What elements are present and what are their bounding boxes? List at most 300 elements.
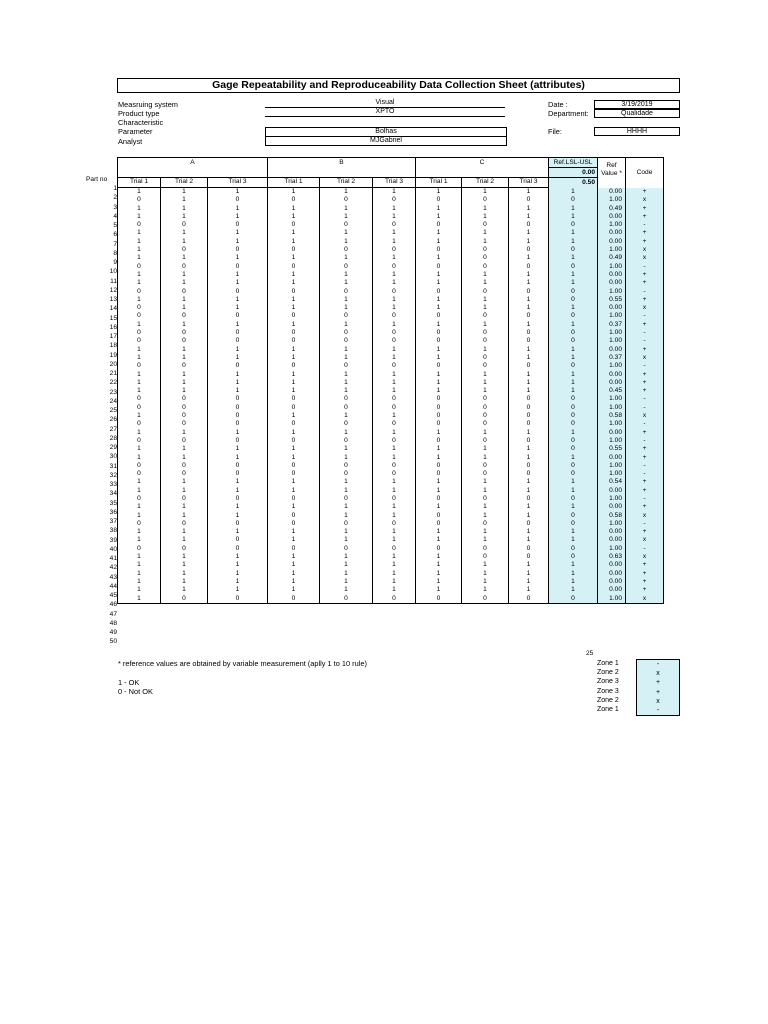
trial-result-cell[interactable]: 0: [118, 420, 161, 428]
ref-value-cell[interactable]: 1.00: [598, 462, 626, 470]
trial-result-cell[interactable]: 1: [320, 478, 373, 486]
ref-attribute-cell[interactable]: 1: [549, 229, 598, 237]
trial-result-cell[interactable]: 1: [373, 561, 416, 569]
trial-result-cell[interactable]: 1: [462, 238, 509, 246]
trial-result-cell[interactable]: 0: [320, 470, 373, 478]
date-value[interactable]: 3/19/2019: [594, 100, 680, 109]
trial-result-cell[interactable]: 1: [161, 296, 208, 304]
trial-result-cell[interactable]: 0: [208, 412, 268, 420]
trial-result-cell[interactable]: 1: [509, 229, 549, 237]
trial-result-cell[interactable]: 1: [118, 536, 161, 544]
trial-result-cell[interactable]: 1: [161, 254, 208, 262]
trial-result-cell[interactable]: 1: [161, 553, 208, 561]
trial-result-cell[interactable]: 1: [320, 512, 373, 520]
trial-result-cell[interactable]: 1: [268, 354, 320, 362]
code-cell[interactable]: x: [626, 412, 664, 420]
trial-result-cell[interactable]: 1: [161, 238, 208, 246]
trial-result-cell[interactable]: 1: [268, 478, 320, 486]
trial-result-cell[interactable]: 1: [373, 205, 416, 213]
trial-result-cell[interactable]: 1: [208, 478, 268, 486]
ref-value-cell[interactable]: 1.00: [598, 404, 626, 412]
ref-value-cell[interactable]: 1.00: [598, 595, 626, 604]
trial-result-cell[interactable]: 1: [118, 296, 161, 304]
trial-result-cell[interactable]: 1: [118, 271, 161, 279]
trial-result-cell[interactable]: 0: [462, 254, 509, 262]
code-cell[interactable]: +: [626, 429, 664, 437]
trial-result-cell[interactable]: 0: [320, 312, 373, 320]
trial-result-cell[interactable]: 0: [161, 470, 208, 478]
trial-result-cell[interactable]: 1: [268, 445, 320, 453]
trial-result-cell[interactable]: 1: [462, 371, 509, 379]
trial-result-cell[interactable]: 1: [208, 254, 268, 262]
trial-result-cell[interactable]: 0: [373, 221, 416, 229]
ref-attribute-cell[interactable]: 0: [549, 520, 598, 528]
trial-result-cell[interactable]: 1: [268, 487, 320, 495]
ref-value-cell[interactable]: 0.00: [598, 271, 626, 279]
trial-result-cell[interactable]: 1: [373, 213, 416, 221]
trial-result-cell[interactable]: 0: [462, 362, 509, 370]
trial-result-cell[interactable]: 1: [161, 512, 208, 520]
trial-result-cell[interactable]: 1: [320, 429, 373, 437]
trial-result-cell[interactable]: 1: [373, 429, 416, 437]
trial-result-cell[interactable]: 0: [509, 495, 549, 503]
trial-result-cell[interactable]: 0: [416, 520, 462, 528]
trial-result-cell[interactable]: 1: [416, 454, 462, 462]
trial-result-cell[interactable]: 0: [208, 495, 268, 503]
code-cell[interactable]: -: [626, 337, 664, 345]
trial-result-cell[interactable]: 1: [373, 570, 416, 578]
ref-value-cell[interactable]: 0.00: [598, 304, 626, 312]
ref-attribute-cell[interactable]: 0: [549, 288, 598, 296]
trial-result-cell[interactable]: 1: [373, 238, 416, 246]
trial-result-cell[interactable]: 1: [509, 429, 549, 437]
code-cell[interactable]: -: [626, 495, 664, 503]
trial-result-cell[interactable]: 1: [161, 371, 208, 379]
trial-result-cell[interactable]: 0: [416, 246, 462, 254]
trial-result-cell[interactable]: 0: [208, 246, 268, 254]
trial-result-cell[interactable]: 0: [161, 337, 208, 345]
trial-result-cell[interactable]: 1: [118, 429, 161, 437]
trial-result-cell[interactable]: 1: [161, 503, 208, 511]
trial-result-cell[interactable]: 1: [118, 246, 161, 254]
trial-result-cell[interactable]: 0: [208, 263, 268, 271]
code-cell[interactable]: +: [626, 478, 664, 486]
trial-result-cell[interactable]: 0: [161, 263, 208, 271]
trial-result-cell[interactable]: 0: [118, 288, 161, 296]
trial-result-cell[interactable]: 1: [373, 503, 416, 511]
trial-result-cell[interactable]: 0: [268, 221, 320, 229]
trial-result-cell[interactable]: 0: [509, 520, 549, 528]
trial-result-cell[interactable]: 1: [416, 578, 462, 586]
trial-result-cell[interactable]: 0: [373, 595, 416, 604]
code-cell[interactable]: +: [626, 229, 664, 237]
trial-result-cell[interactable]: 1: [509, 279, 549, 287]
code-cell[interactable]: +: [626, 503, 664, 511]
trial-result-cell[interactable]: 1: [320, 570, 373, 578]
trial-result-cell[interactable]: 1: [161, 229, 208, 237]
trial-result-cell[interactable]: 1: [161, 536, 208, 544]
trial-result-cell[interactable]: 1: [416, 238, 462, 246]
trial-result-cell[interactable]: 1: [320, 213, 373, 221]
trial-result-cell[interactable]: 0: [416, 395, 462, 403]
code-cell[interactable]: -: [626, 462, 664, 470]
trial-result-cell[interactable]: 1: [509, 371, 549, 379]
trial-result-cell[interactable]: 0: [208, 312, 268, 320]
ref-value-cell[interactable]: 0.63: [598, 553, 626, 561]
trial-result-cell[interactable]: 1: [161, 429, 208, 437]
trial-result-cell[interactable]: 1: [462, 387, 509, 395]
trial-result-cell[interactable]: 1: [208, 213, 268, 221]
code-cell[interactable]: +: [626, 188, 664, 197]
ref-attribute-cell[interactable]: 0: [549, 395, 598, 403]
trial-result-cell[interactable]: 0: [208, 404, 268, 412]
trial-result-cell[interactable]: 0: [416, 263, 462, 271]
trial-result-cell[interactable]: 1: [373, 229, 416, 237]
trial-result-cell[interactable]: 1: [161, 213, 208, 221]
ref-value-cell[interactable]: 0.00: [598, 213, 626, 221]
trial-result-cell[interactable]: 0: [161, 420, 208, 428]
trial-result-cell[interactable]: 0: [118, 495, 161, 503]
trial-result-cell[interactable]: 1: [268, 188, 320, 197]
ref-value-cell[interactable]: 1.00: [598, 221, 626, 229]
code-cell[interactable]: x: [626, 246, 664, 254]
trial-result-cell[interactable]: 1: [509, 271, 549, 279]
trial-result-cell[interactable]: 1: [208, 346, 268, 354]
trial-result-cell[interactable]: 0: [268, 495, 320, 503]
trial-result-cell[interactable]: 1: [208, 188, 268, 197]
trial-result-cell[interactable]: 0: [161, 462, 208, 470]
trial-result-cell[interactable]: 1: [320, 536, 373, 544]
ref-attribute-cell[interactable]: 0: [549, 545, 598, 553]
ref-value-cell[interactable]: 1.00: [598, 495, 626, 503]
ref-attribute-cell[interactable]: 1: [549, 371, 598, 379]
trial-result-cell[interactable]: 1: [208, 528, 268, 536]
trial-result-cell[interactable]: 0: [161, 395, 208, 403]
trial-result-cell[interactable]: 1: [118, 238, 161, 246]
code-cell[interactable]: -: [626, 395, 664, 403]
trial-result-cell[interactable]: 0: [161, 246, 208, 254]
trial-result-cell[interactable]: 1: [208, 371, 268, 379]
trial-result-cell[interactable]: 1: [268, 536, 320, 544]
trial-result-cell[interactable]: 1: [462, 561, 509, 569]
trial-result-cell[interactable]: 1: [268, 213, 320, 221]
trial-result-cell[interactable]: 1: [118, 553, 161, 561]
trial-result-cell[interactable]: 1: [373, 553, 416, 561]
ref-value-cell[interactable]: 0.00: [598, 570, 626, 578]
trial-result-cell[interactable]: 0: [416, 221, 462, 229]
trial-result-cell[interactable]: 0: [509, 196, 549, 204]
trial-result-cell[interactable]: 1: [161, 578, 208, 586]
ref-value-cell[interactable]: 1.00: [598, 246, 626, 254]
trial-result-cell[interactable]: 1: [416, 229, 462, 237]
trial-result-cell[interactable]: 1: [268, 586, 320, 594]
ref-attribute-cell[interactable]: 1: [549, 487, 598, 495]
trial-result-cell[interactable]: 1: [320, 578, 373, 586]
ref-value-cell[interactable]: 0.00: [598, 578, 626, 586]
code-cell[interactable]: -: [626, 545, 664, 553]
code-cell[interactable]: +: [626, 205, 664, 213]
trial-result-cell[interactable]: 0: [462, 520, 509, 528]
trial-result-cell[interactable]: 1: [320, 561, 373, 569]
trial-result-cell[interactable]: 1: [373, 412, 416, 420]
ref-attribute-cell[interactable]: 0: [549, 296, 598, 304]
trial-result-cell[interactable]: 1: [118, 346, 161, 354]
trial-result-cell[interactable]: 0: [373, 246, 416, 254]
trial-result-cell[interactable]: 0: [509, 246, 549, 254]
ref-attribute-cell[interactable]: 0: [549, 437, 598, 445]
trial-result-cell[interactable]: 1: [509, 536, 549, 544]
trial-result-cell[interactable]: 1: [509, 528, 549, 536]
trial-result-cell[interactable]: 0: [416, 412, 462, 420]
trial-result-cell[interactable]: 1: [208, 271, 268, 279]
trial-result-cell[interactable]: 1: [416, 536, 462, 544]
ref-value-cell[interactable]: 1.00: [598, 395, 626, 403]
trial-result-cell[interactable]: 1: [320, 304, 373, 312]
ref-value-cell[interactable]: 0.00: [598, 528, 626, 536]
ref-attribute-cell[interactable]: 1: [549, 570, 598, 578]
trial-result-cell[interactable]: 1: [373, 296, 416, 304]
trial-result-cell[interactable]: 1: [373, 346, 416, 354]
trial-result-cell[interactable]: 1: [462, 570, 509, 578]
trial-result-cell[interactable]: 1: [320, 296, 373, 304]
ref-value-cell[interactable]: 1.00: [598, 437, 626, 445]
trial-result-cell[interactable]: 1: [373, 188, 416, 197]
ref-attribute-cell[interactable]: 1: [549, 213, 598, 221]
trial-result-cell[interactable]: 1: [320, 387, 373, 395]
code-cell[interactable]: +: [626, 586, 664, 594]
trial-result-cell[interactable]: 0: [373, 420, 416, 428]
analyst-value[interactable]: MJGabriel: [265, 137, 507, 146]
trial-result-cell[interactable]: 1: [416, 445, 462, 453]
trial-result-cell[interactable]: 1: [320, 205, 373, 213]
trial-result-cell[interactable]: 0: [268, 362, 320, 370]
trial-result-cell[interactable]: 1: [118, 528, 161, 536]
ref-attribute-cell[interactable]: 0: [549, 221, 598, 229]
trial-result-cell[interactable]: 0: [320, 420, 373, 428]
trial-result-cell[interactable]: 1: [509, 445, 549, 453]
ref-attribute-cell[interactable]: 0: [549, 420, 598, 428]
code-cell[interactable]: +: [626, 528, 664, 536]
code-cell[interactable]: +: [626, 487, 664, 495]
ref-attribute-cell[interactable]: 1: [549, 578, 598, 586]
trial-result-cell[interactable]: 1: [118, 229, 161, 237]
code-cell[interactable]: -: [626, 263, 664, 271]
trial-result-cell[interactable]: 1: [161, 279, 208, 287]
trial-result-cell[interactable]: 0: [373, 362, 416, 370]
ref-value-cell[interactable]: 0.00: [598, 279, 626, 287]
trial-result-cell[interactable]: 1: [268, 229, 320, 237]
trial-result-cell[interactable]: 1: [268, 553, 320, 561]
trial-result-cell[interactable]: 0: [320, 395, 373, 403]
trial-result-cell[interactable]: 1: [118, 371, 161, 379]
trial-result-cell[interactable]: 1: [268, 271, 320, 279]
trial-result-cell[interactable]: 1: [416, 279, 462, 287]
ref-value-cell[interactable]: 0.49: [598, 254, 626, 262]
code-cell[interactable]: -: [626, 520, 664, 528]
trial-result-cell[interactable]: 1: [118, 354, 161, 362]
trial-result-cell[interactable]: 0: [208, 470, 268, 478]
trial-result-cell[interactable]: 0: [320, 595, 373, 604]
trial-result-cell[interactable]: 1: [462, 528, 509, 536]
trial-result-cell[interactable]: 0: [462, 354, 509, 362]
trial-result-cell[interactable]: 1: [118, 254, 161, 262]
trial-result-cell[interactable]: 0: [118, 263, 161, 271]
trial-result-cell[interactable]: 1: [118, 412, 161, 420]
trial-result-cell[interactable]: 1: [268, 503, 320, 511]
trial-result-cell[interactable]: 1: [161, 346, 208, 354]
trial-result-cell[interactable]: 0: [509, 412, 549, 420]
trial-result-cell[interactable]: 1: [509, 296, 549, 304]
ref-value-cell[interactable]: 0.37: [598, 354, 626, 362]
trial-result-cell[interactable]: 0: [416, 362, 462, 370]
trial-result-cell[interactable]: 0: [118, 221, 161, 229]
trial-result-cell[interactable]: 1: [268, 387, 320, 395]
trial-result-cell[interactable]: 1: [373, 271, 416, 279]
trial-result-cell[interactable]: 1: [509, 321, 549, 329]
trial-result-cell[interactable]: 1: [462, 213, 509, 221]
trial-result-cell[interactable]: 1: [320, 445, 373, 453]
trial-result-cell[interactable]: 0: [462, 221, 509, 229]
trial-result-cell[interactable]: 0: [268, 595, 320, 604]
trial-result-cell[interactable]: 1: [462, 586, 509, 594]
trial-result-cell[interactable]: 0: [208, 221, 268, 229]
trial-result-cell[interactable]: 0: [268, 395, 320, 403]
trial-result-cell[interactable]: 0: [373, 312, 416, 320]
trial-result-cell[interactable]: 0: [509, 553, 549, 561]
ref-attribute-cell[interactable]: 0: [549, 595, 598, 604]
trial-result-cell[interactable]: 1: [161, 304, 208, 312]
ref-attribute-cell[interactable]: 1: [549, 238, 598, 246]
trial-result-cell[interactable]: 1: [118, 586, 161, 594]
trial-result-cell[interactable]: 0: [509, 362, 549, 370]
trial-result-cell[interactable]: 0: [462, 337, 509, 345]
measuring-system-value[interactable]: Visual: [265, 99, 505, 108]
ref-value-cell[interactable]: 0.00: [598, 346, 626, 354]
trial-result-cell[interactable]: 0: [509, 329, 549, 337]
trial-result-cell[interactable]: 1: [416, 429, 462, 437]
trial-result-cell[interactable]: 0: [373, 462, 416, 470]
code-cell[interactable]: +: [626, 346, 664, 354]
trial-result-cell[interactable]: 0: [462, 404, 509, 412]
trial-result-cell[interactable]: 1: [416, 586, 462, 594]
trial-result-cell[interactable]: 0: [320, 495, 373, 503]
ref-attribute-cell[interactable]: 1: [549, 586, 598, 594]
code-cell[interactable]: x: [626, 196, 664, 204]
trial-result-cell[interactable]: 0: [320, 545, 373, 553]
trial-result-cell[interactable]: 0: [509, 420, 549, 428]
code-cell[interactable]: -: [626, 437, 664, 445]
trial-result-cell[interactable]: 1: [161, 379, 208, 387]
trial-result-cell[interactable]: 1: [416, 188, 462, 197]
ref-value-cell[interactable]: 1.00: [598, 520, 626, 528]
trial-result-cell[interactable]: 1: [208, 429, 268, 437]
trial-result-cell[interactable]: 1: [509, 354, 549, 362]
trial-result-cell[interactable]: 1: [320, 371, 373, 379]
trial-result-cell[interactable]: 1: [416, 254, 462, 262]
code-cell[interactable]: -: [626, 420, 664, 428]
trial-result-cell[interactable]: 1: [118, 279, 161, 287]
ref-attribute-cell[interactable]: 0: [549, 337, 598, 345]
ref-value-cell[interactable]: 1.00: [598, 312, 626, 320]
ref-value-cell[interactable]: 1.00: [598, 362, 626, 370]
trial-result-cell[interactable]: 1: [118, 512, 161, 520]
trial-result-cell[interactable]: 0: [320, 362, 373, 370]
trial-result-cell[interactable]: 0: [118, 337, 161, 345]
trial-result-cell[interactable]: 0: [268, 512, 320, 520]
code-cell[interactable]: x: [626, 254, 664, 262]
trial-result-cell[interactable]: 0: [268, 337, 320, 345]
ref-attribute-cell[interactable]: 1: [549, 304, 598, 312]
ref-value-cell[interactable]: 0.00: [598, 429, 626, 437]
trial-result-cell[interactable]: 0: [462, 312, 509, 320]
trial-result-cell[interactable]: 1: [118, 578, 161, 586]
ref-value-cell[interactable]: 0.49: [598, 205, 626, 213]
trial-result-cell[interactable]: 1: [462, 578, 509, 586]
trial-result-cell[interactable]: 0: [268, 312, 320, 320]
trial-result-cell[interactable]: 0: [509, 595, 549, 604]
trial-result-cell[interactable]: 1: [373, 387, 416, 395]
trial-result-cell[interactable]: 0: [268, 420, 320, 428]
trial-result-cell[interactable]: 1: [320, 454, 373, 462]
code-cell[interactable]: +: [626, 445, 664, 453]
code-cell[interactable]: +: [626, 296, 664, 304]
trial-result-cell[interactable]: 0: [118, 520, 161, 528]
trial-result-cell[interactable]: 1: [268, 346, 320, 354]
code-cell[interactable]: +: [626, 213, 664, 221]
trial-result-cell[interactable]: 1: [416, 354, 462, 362]
ref-attribute-cell[interactable]: 0: [549, 312, 598, 320]
ref-value-cell[interactable]: 1.00: [598, 337, 626, 345]
ref-attribute-cell[interactable]: 1: [549, 561, 598, 569]
trial-result-cell[interactable]: 0: [462, 412, 509, 420]
ref-value-cell[interactable]: 0.00: [598, 238, 626, 246]
product-type-value[interactable]: XPTO: [265, 108, 505, 117]
code-cell[interactable]: +: [626, 561, 664, 569]
trial-result-cell[interactable]: 0: [208, 437, 268, 445]
trial-result-cell[interactable]: 1: [462, 346, 509, 354]
trial-result-cell[interactable]: 1: [373, 371, 416, 379]
trial-result-cell[interactable]: 0: [462, 395, 509, 403]
trial-result-cell[interactable]: 1: [208, 238, 268, 246]
ref-value-cell[interactable]: 0.58: [598, 512, 626, 520]
trial-result-cell[interactable]: 1: [208, 512, 268, 520]
code-cell[interactable]: -: [626, 288, 664, 296]
code-cell[interactable]: x: [626, 536, 664, 544]
trial-result-cell[interactable]: 0: [462, 437, 509, 445]
trial-result-cell[interactable]: 1: [268, 254, 320, 262]
trial-result-cell[interactable]: 1: [509, 205, 549, 213]
trial-result-cell[interactable]: 0: [320, 221, 373, 229]
trial-result-cell[interactable]: 1: [208, 304, 268, 312]
trial-result-cell[interactable]: 0: [373, 404, 416, 412]
trial-result-cell[interactable]: 0: [416, 462, 462, 470]
trial-result-cell[interactable]: 0: [416, 595, 462, 604]
trial-result-cell[interactable]: 1: [161, 271, 208, 279]
trial-result-cell[interactable]: 0: [161, 495, 208, 503]
trial-result-cell[interactable]: 0: [416, 337, 462, 345]
trial-result-cell[interactable]: 1: [416, 478, 462, 486]
trial-result-cell[interactable]: 0: [320, 288, 373, 296]
trial-result-cell[interactable]: 0: [118, 312, 161, 320]
trial-result-cell[interactable]: 1: [462, 454, 509, 462]
ref-value-cell[interactable]: 0.00: [598, 371, 626, 379]
trial-result-cell[interactable]: 0: [161, 288, 208, 296]
trial-result-cell[interactable]: 1: [268, 570, 320, 578]
trial-result-cell[interactable]: 1: [208, 387, 268, 395]
ref-attribute-cell[interactable]: 1: [549, 188, 598, 197]
trial-result-cell[interactable]: 0: [268, 470, 320, 478]
trial-result-cell[interactable]: 0: [416, 404, 462, 412]
